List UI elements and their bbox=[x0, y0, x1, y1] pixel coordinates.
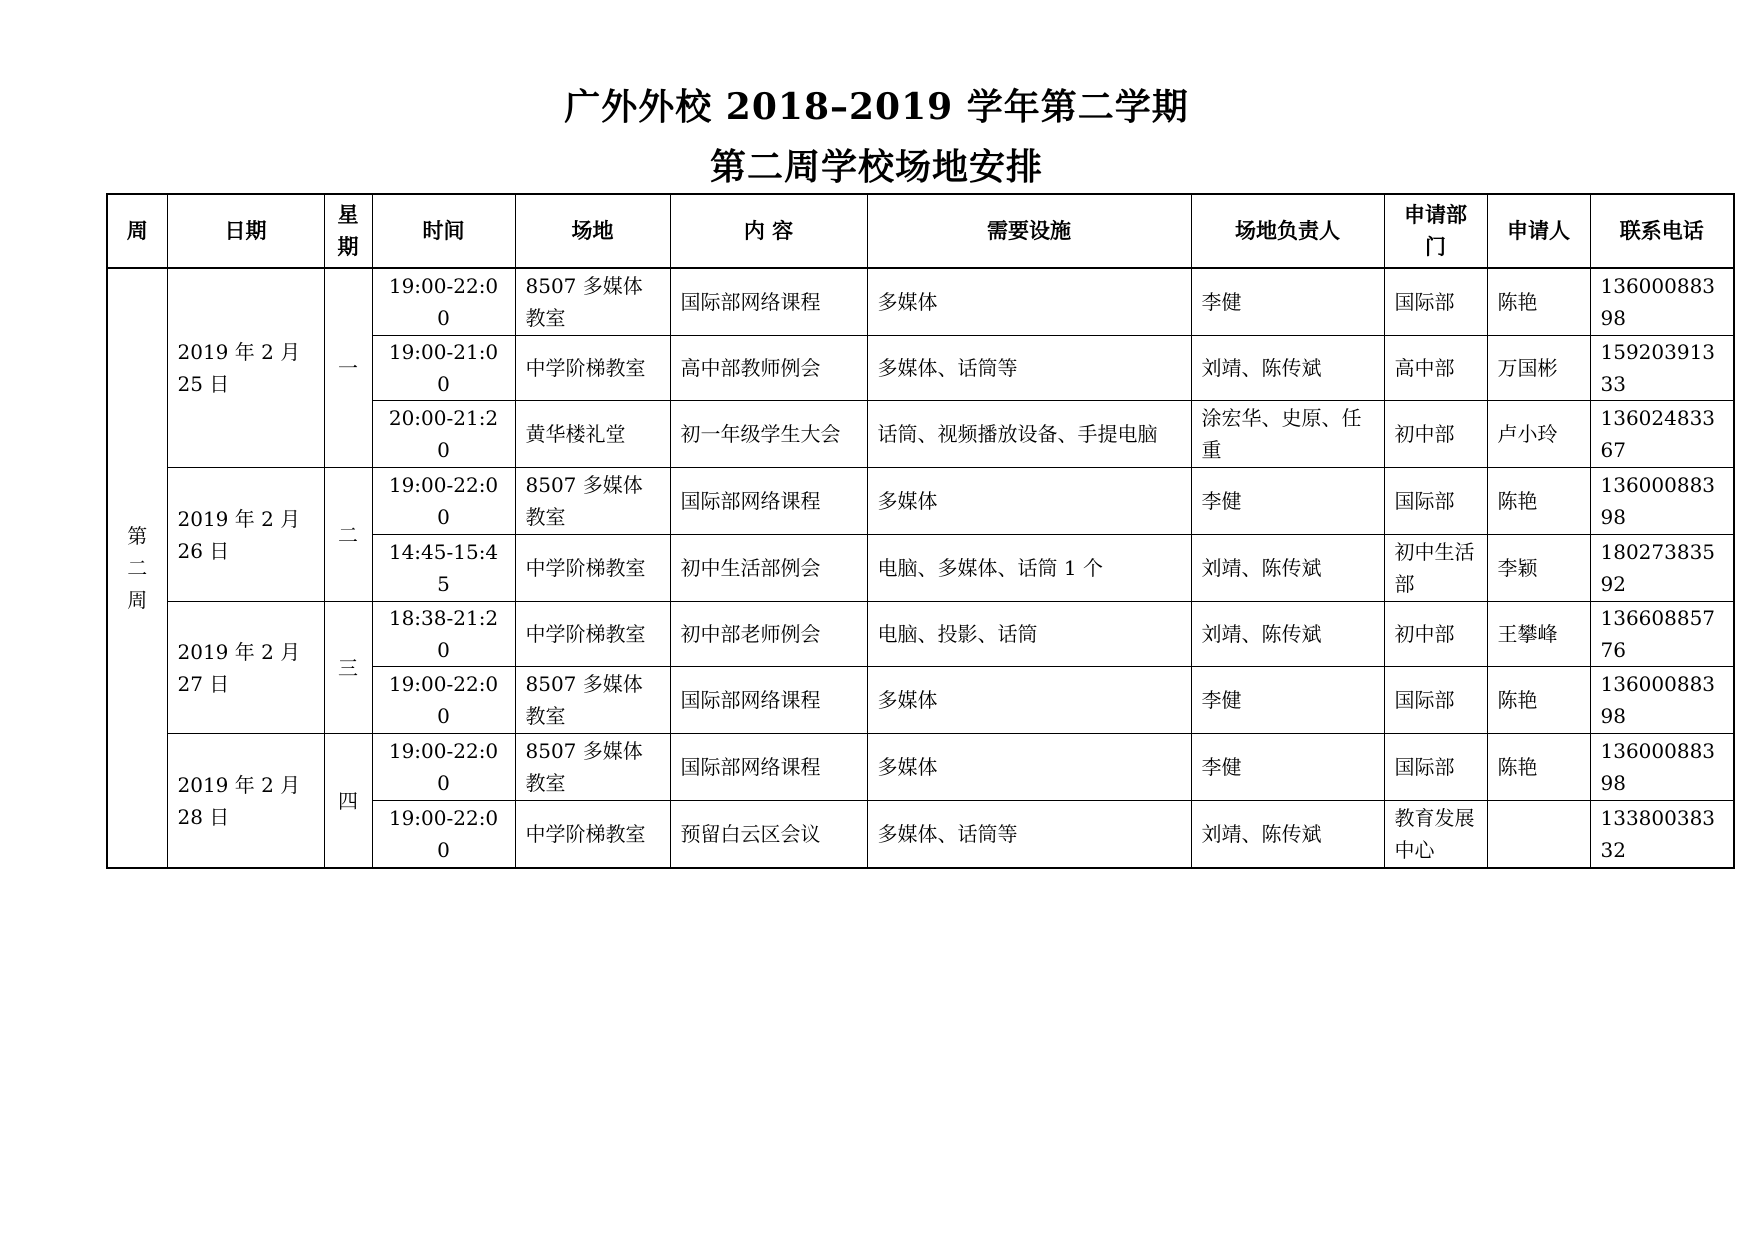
phone-cell: 13600088398 bbox=[1590, 734, 1734, 801]
equipment-cell: 多媒体 bbox=[867, 268, 1191, 336]
date-cell: 2019 年 2 月 27 日 bbox=[167, 602, 324, 734]
header-venue: 场地 bbox=[515, 194, 670, 268]
equipment-cell: 话筒、视频播放设备、手提电脑 bbox=[867, 401, 1191, 468]
date-cell: 2019 年 2 月 25 日 bbox=[167, 268, 324, 468]
venue-cell: 中学阶梯教室 bbox=[515, 801, 670, 869]
phone-cell: 13600088398 bbox=[1590, 268, 1734, 336]
department-cell: 国际部 bbox=[1384, 667, 1487, 734]
equipment-cell: 多媒体、话筒等 bbox=[867, 801, 1191, 869]
content-cell: 初中部老师例会 bbox=[670, 602, 867, 667]
header-time: 时间 bbox=[372, 194, 515, 268]
week-cell bbox=[107, 268, 167, 868]
department-cell: 国际部 bbox=[1384, 734, 1487, 801]
date-cell: 2019 年 2 月 26 日 bbox=[167, 468, 324, 602]
applicant-cell: 卢小玲 bbox=[1487, 401, 1590, 468]
manager-cell: 刘靖、陈传斌 bbox=[1191, 535, 1384, 602]
header-venue-manager: 场地负责人 bbox=[1191, 194, 1384, 268]
equipment-cell: 多媒体 bbox=[867, 667, 1191, 734]
time-cell: 19:00-22:00 bbox=[372, 468, 515, 535]
phone-cell: 13600088398 bbox=[1590, 468, 1734, 535]
content-cell: 高中部教师例会 bbox=[670, 336, 867, 401]
table-row bbox=[107, 734, 1734, 801]
header-equipment: 需要设施 bbox=[867, 194, 1191, 268]
venue-cell: 中学阶梯教室 bbox=[515, 336, 670, 401]
department-cell: 初中部 bbox=[1384, 602, 1487, 667]
venue-cell: 8507 多媒体教室 bbox=[515, 667, 670, 734]
venue-cell: 中学阶梯教室 bbox=[515, 535, 670, 602]
manager-cell: 刘靖、陈传斌 bbox=[1191, 602, 1384, 667]
venue-cell: 黄华楼礼堂 bbox=[515, 401, 670, 468]
applicant-cell bbox=[1487, 801, 1590, 869]
department-cell: 初中生活部 bbox=[1384, 535, 1487, 602]
applicant-cell: 陈艳 bbox=[1487, 268, 1590, 336]
time-cell: 19:00-22:00 bbox=[372, 268, 515, 336]
manager-cell: 李健 bbox=[1191, 268, 1384, 336]
manager-cell: 刘靖、陈传斌 bbox=[1191, 801, 1384, 869]
content-cell: 国际部网络课程 bbox=[670, 468, 867, 535]
weekday-cell: 一 bbox=[324, 268, 372, 468]
table-row bbox=[107, 468, 1734, 535]
week-label: 第二周 bbox=[127, 524, 148, 612]
time-cell: 19:00-22:00 bbox=[372, 801, 515, 869]
time-cell: 14:45-15:45 bbox=[372, 535, 515, 602]
phone-cell: 13380038332 bbox=[1590, 801, 1734, 869]
weekday-cell: 四 bbox=[324, 734, 372, 869]
phone-cell: 13660885776 bbox=[1590, 602, 1734, 667]
time-cell: 18:38-21:20 bbox=[372, 602, 515, 667]
phone-cell: 13602483367 bbox=[1590, 401, 1734, 468]
header-department: 申请部门 bbox=[1384, 194, 1487, 268]
weekday-cell: 三 bbox=[324, 602, 372, 734]
content-cell: 预留白云区会议 bbox=[670, 801, 867, 869]
equipment-cell: 多媒体、话筒等 bbox=[867, 336, 1191, 401]
venue-cell: 8507 多媒体教室 bbox=[515, 468, 670, 535]
equipment-cell: 电脑、投影、话筒 bbox=[867, 602, 1191, 667]
date-cell: 2019 年 2 月 28 日 bbox=[167, 734, 324, 869]
schedule-table bbox=[106, 193, 1735, 869]
department-cell: 教育发展中心 bbox=[1384, 801, 1487, 869]
content-cell: 国际部网络课程 bbox=[670, 734, 867, 801]
header-row bbox=[107, 194, 1734, 268]
phone-cell: 18027383592 bbox=[1590, 535, 1734, 602]
content-cell: 国际部网络课程 bbox=[670, 268, 867, 336]
header-date: 日期 bbox=[167, 194, 324, 268]
document-subtitle: 第二周学校场地安排 bbox=[709, 146, 1043, 188]
manager-cell: 刘靖、陈传斌 bbox=[1191, 336, 1384, 401]
manager-cell: 李健 bbox=[1191, 667, 1384, 734]
weekday-cell: 二 bbox=[324, 468, 372, 602]
content-cell: 国际部网络课程 bbox=[670, 667, 867, 734]
applicant-cell: 陈艳 bbox=[1487, 667, 1590, 734]
time-cell: 19:00-22:00 bbox=[372, 667, 515, 734]
applicant-cell: 陈艳 bbox=[1487, 468, 1590, 535]
manager-cell: 李健 bbox=[1191, 734, 1384, 801]
content-cell: 初中生活部例会 bbox=[670, 535, 867, 602]
phone-cell: 15920391333 bbox=[1590, 336, 1734, 401]
applicant-cell: 陈艳 bbox=[1487, 734, 1590, 801]
time-cell: 19:00-21:00 bbox=[372, 336, 515, 401]
header-applicant: 申请人 bbox=[1487, 194, 1590, 268]
time-cell: 20:00-21:20 bbox=[372, 401, 515, 468]
department-cell: 国际部 bbox=[1384, 468, 1487, 535]
department-cell: 初中部 bbox=[1384, 401, 1487, 468]
department-cell: 高中部 bbox=[1384, 336, 1487, 401]
venue-cell: 8507 多媒体教室 bbox=[515, 734, 670, 801]
phone-cell: 13600088398 bbox=[1590, 667, 1734, 734]
time-cell: 19:00-22:00 bbox=[372, 734, 515, 801]
header-content: 内 容 bbox=[670, 194, 867, 268]
header-week: 周 bbox=[107, 194, 167, 268]
table-row bbox=[107, 268, 1734, 336]
header-phone: 联系电话 bbox=[1590, 194, 1734, 268]
venue-cell: 8507 多媒体教室 bbox=[515, 268, 670, 336]
department-cell: 国际部 bbox=[1384, 268, 1487, 336]
document-title: 广外外校 2018–2019 学年第二学期 bbox=[564, 86, 1189, 128]
applicant-cell: 万国彬 bbox=[1487, 336, 1590, 401]
applicant-cell: 李颖 bbox=[1487, 535, 1590, 602]
applicant-cell: 王攀峰 bbox=[1487, 602, 1590, 667]
manager-cell: 涂宏华、史原、任重 bbox=[1191, 401, 1384, 468]
equipment-cell: 多媒体 bbox=[867, 468, 1191, 535]
manager-cell: 李健 bbox=[1191, 468, 1384, 535]
equipment-cell: 电脑、多媒体、话筒 1 个 bbox=[867, 535, 1191, 602]
content-cell: 初一年级学生大会 bbox=[670, 401, 867, 468]
header-weekday: 星期 bbox=[324, 194, 372, 268]
table-row bbox=[107, 602, 1734, 667]
venue-cell: 中学阶梯教室 bbox=[515, 602, 670, 667]
equipment-cell: 多媒体 bbox=[867, 734, 1191, 801]
